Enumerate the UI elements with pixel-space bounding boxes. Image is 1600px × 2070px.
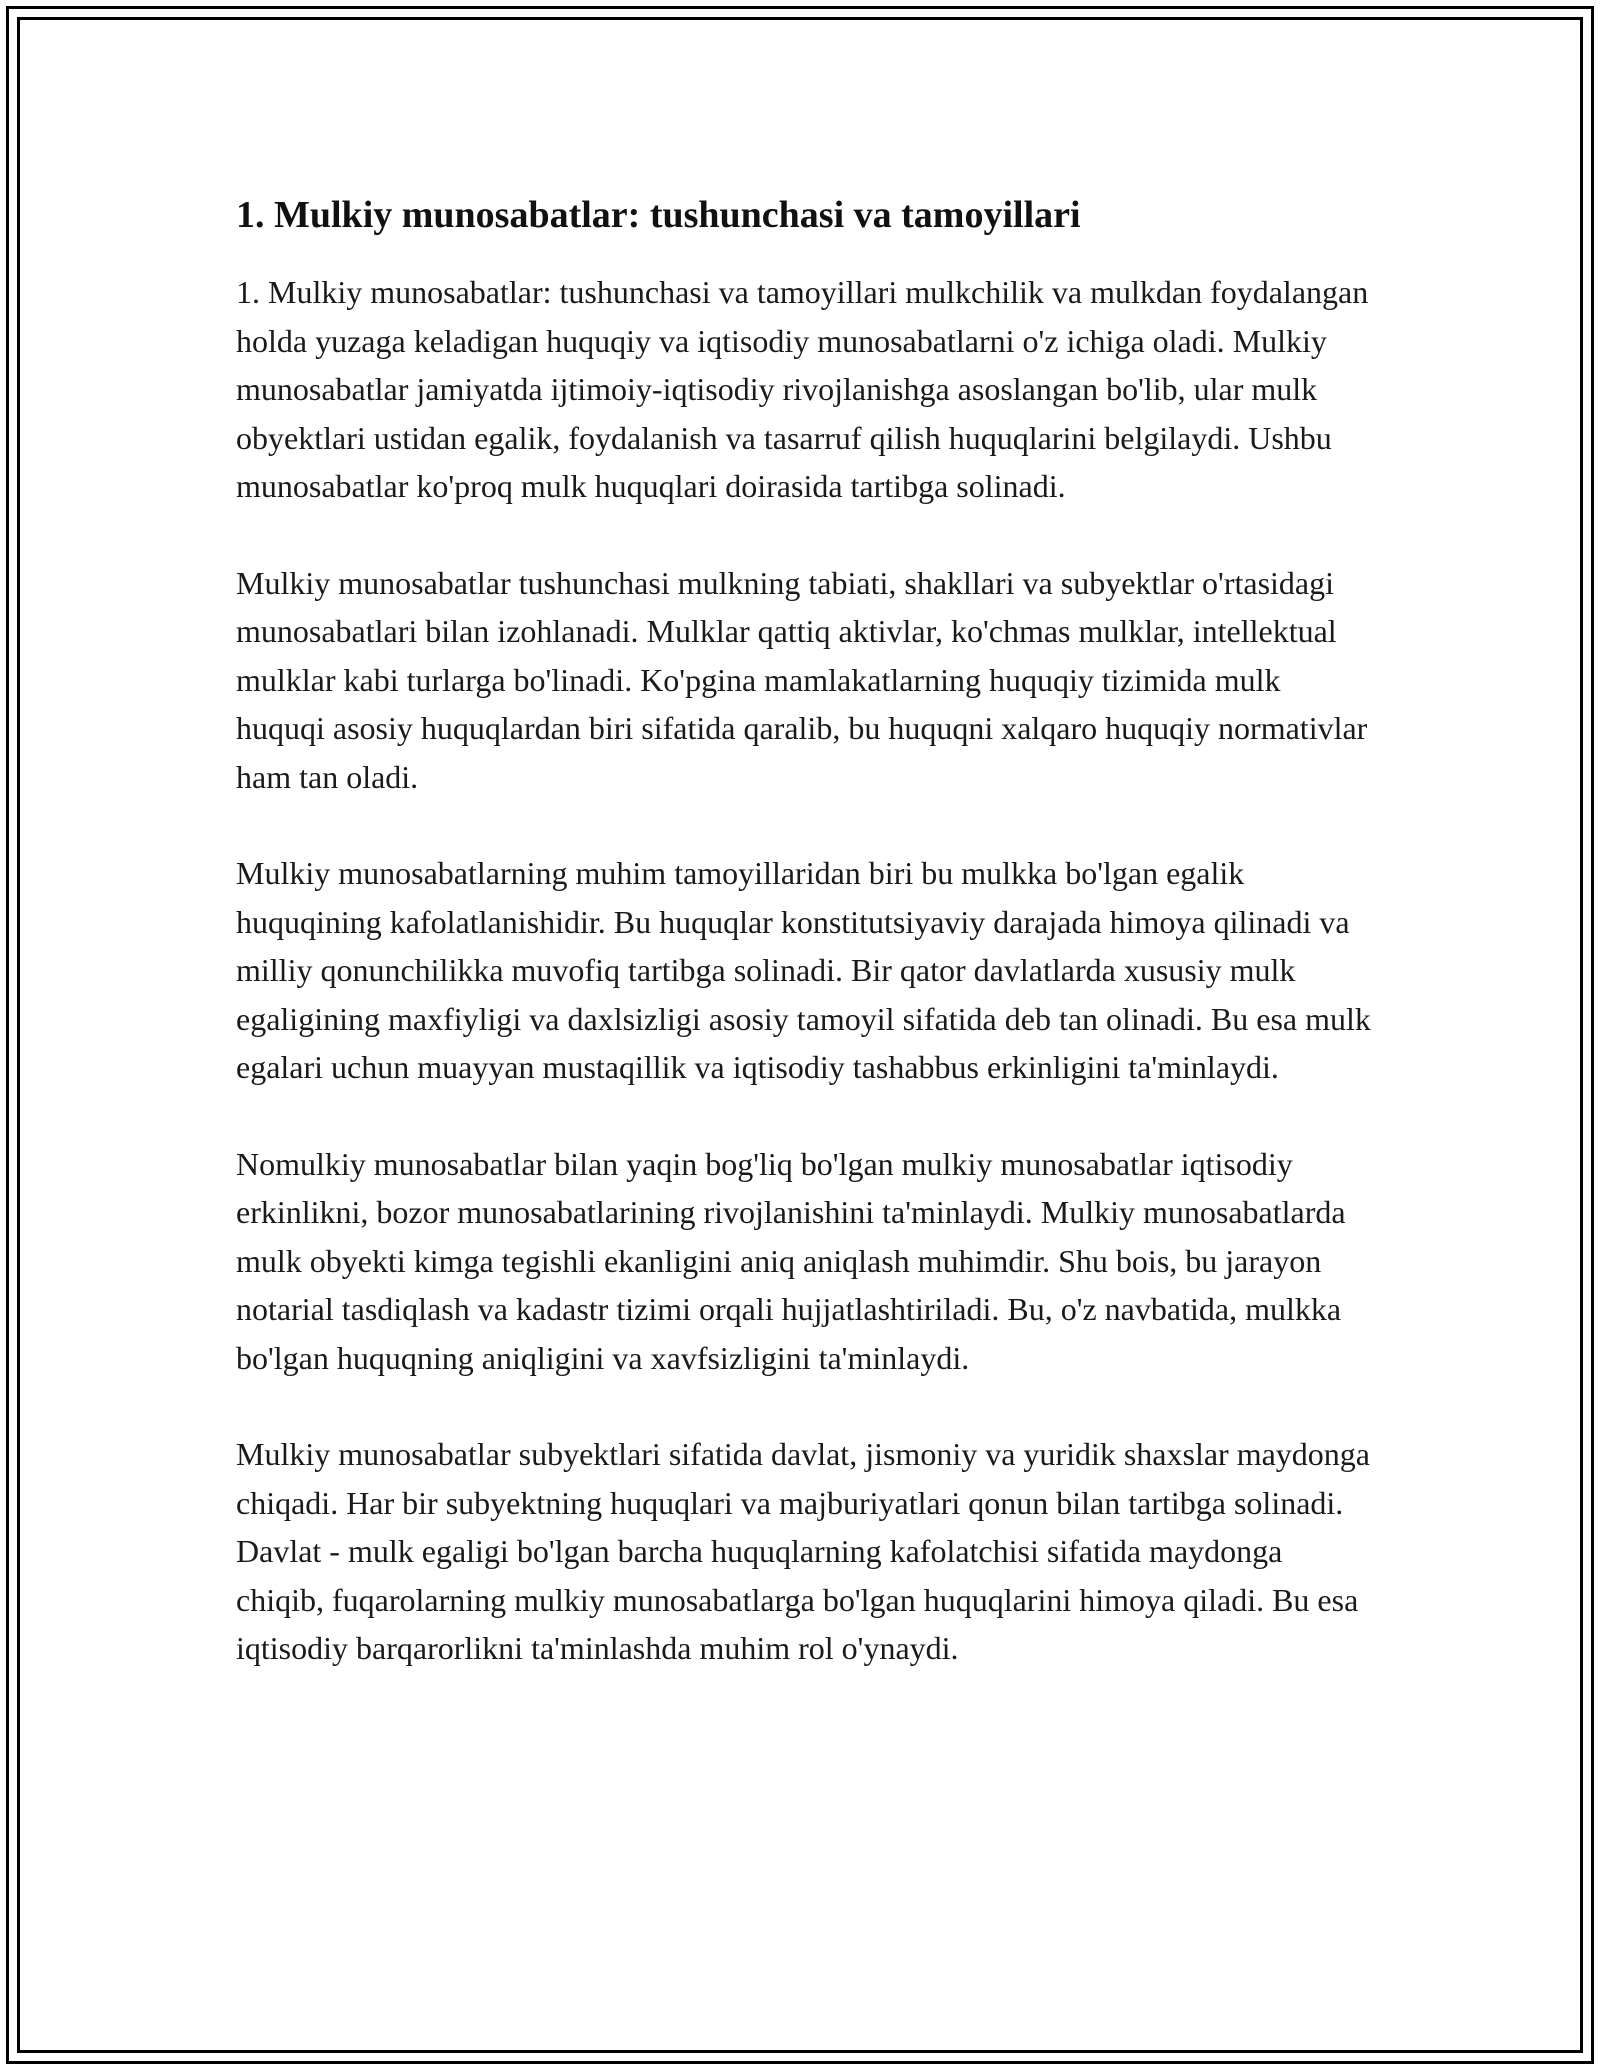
document-title: 1. Mulkiy munosabatlar: tushunchasi va tamoyillari — [236, 194, 1081, 236]
paragraph-1: 1. Mulkiy munosabatlar: tushunchasi va tamoyillari mulkchilik va mulkdan foydalangan holda yuzaga keladigan huquqiy va iqtisodiy munosabatlarni o'z ichiga oladi. Mulkiy munosabatlar jamiyatda ijtimoiy-iqtisodiy rivojlanishga asoslangan bo'lib, ular mulk obyektlari ustidan egalik, foydalanish va tasarruf qilish huquqlarini belgilaydi. Ushbu munosabatlar ko'proq mulk huquqlari doirasida tartibga solinadi. — [236, 274, 1369, 504]
paragraph-3: Mulkiy munosabatlarning muhim tamoyillaridan biri bu mulkka bo'lgan egalik huquqining kafolatlanishidir. Bu huquqlar konstitutsiyaviy darajada himoya qilinadi va milliy qonunchilikka muvofiq tartibga solinadi. Bir qator davlatlarda xususiy mulk egaligining maxfiyligi va daxlsizligi asosiy tamoyil sifatida deb tan olinadi. Bu esa mulk egalari uchun muayyan mustaqillik va iqtisodiy tashabbus erkinligini ta'minlaydi. — [236, 855, 1371, 1085]
paragraph-2: Mulkiy munosabatlar tushunchasi mulkning tabiati, shakllari va subyektlar o'rtasidagi munosabatlari bilan izohlanadi. Mulklar qattiq aktivlar, ko'chmas mulklar, intellektual mulklar kabi turlarga bo'linadi. Ko'pgina mamlakatlarning huquqiy tizimida mulk huquqi asosiy huquqlardan biri sifatida qaralib, bu huquqni xalqaro huquqiy normativlar ham tan oladi. — [236, 564, 1368, 795]
document-body — [236, 188, 1376, 1673]
paragraph-5: Mulkiy munosabatlar subyektlari sifatida davlat, jismoniy va yuridik shaxslar maydonga chiqadi. Har bir subyektning huquqlari va majburiyatlari qonun bilan tartibga solinadi. Davlat - mulk egaligi bo'lgan barcha huquqlarning kafolatchisi sifatida maydonga chiqib, fuqarolarning mulkiy munosabatlarga bo'lgan huquqlarini himoya qiladi. Bu esa iqtisodiy barqarorlikni ta'minlashda muhim rol o'ynaydi. — [236, 1436, 1370, 1666]
paragraph-4: Nomulkiy munosabatlar bilan yaqin bog'liq bo'lgan mulkiy munosabatlar iqtisodiy erkinlikni, bozor munosabatlarining rivojlanishini ta'minlaydi. Mulkiy munosabatlarda mulk obyekti kimga tegishli ekanligini aniq aniqlash muhimdir. Shu bois, bu jarayon notarial tasdiqlash va kadastr tizimi orqali hujjatlashtiriladi. Bu, o'z navbatida, mulkka bo'lgan huquqning aniqligini va xavfsizligini ta'minlaydi. — [236, 1145, 1346, 1376]
